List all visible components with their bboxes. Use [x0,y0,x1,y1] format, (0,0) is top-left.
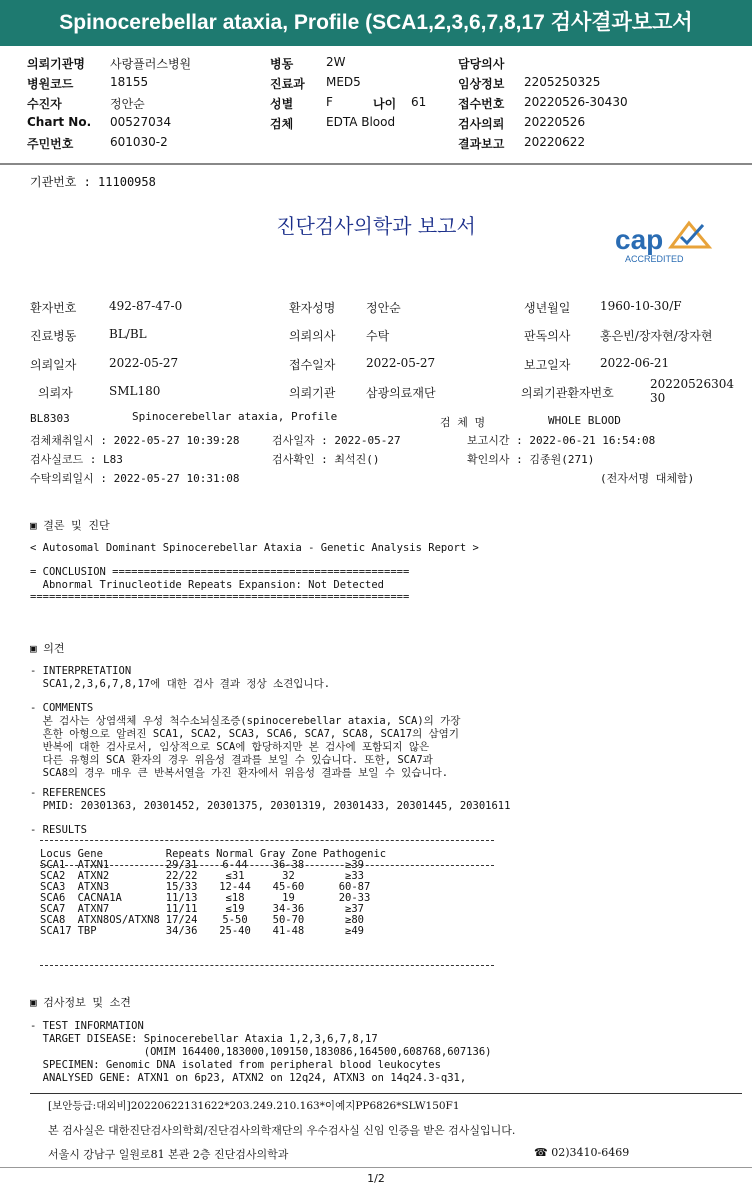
results-cell: ≥37 [345,903,364,915]
header-label: 나이 [373,97,397,111]
results-cell: SCA17 [40,925,72,937]
opinion-heading: ▣ 의견 [30,642,65,655]
results-cell: 34/36 [165,925,198,937]
results-cell: SCA3 [40,881,66,893]
results-cell: 12-44 [219,881,251,893]
patient-label: 환자성명 [289,301,336,315]
page-number: 1/2 [367,1172,385,1185]
patient-value: 1960-10-30/F [600,299,682,313]
bottom-divider [0,1167,752,1168]
patient-value: 홍은빈/장자현/장자현 [600,329,713,343]
header-label: 병동 [270,57,294,71]
header-value: 2W [326,55,346,69]
results-cell: 17/24 [165,914,198,926]
header-label: 의뢰기관명 [27,57,85,71]
e-signature-note: (전자서명 대체함) [600,472,695,485]
results-col-header: Gray Zone [260,848,317,860]
patient-label: 생년월일 [524,301,571,315]
results-cell: SCA6 [40,892,66,904]
header-value: 00527034 [110,115,172,129]
patient-label: 의뢰기관환자번호 [521,386,614,400]
header-label: 검사의뢰 [458,117,505,131]
patient-label: 의뢰일자 [30,358,77,372]
results-cell: 11/11 [165,903,198,915]
results-cell: 50-70 [272,914,305,926]
results-cell: 32 [282,870,295,882]
confirming-doctor: 확인의사 : 김종원(271) [467,453,595,466]
patient-label: 의뢰기관 [289,386,336,400]
patient-label: 환자번호 [30,301,77,315]
results-cell: 5-50 [222,914,248,926]
patient-label: 의뢰자 [38,386,73,400]
results-cell: 15/33 [165,881,198,893]
header-value: 20220526-30430 [524,95,628,109]
phone-text: ☎ 02)3410-6469 [534,1146,630,1159]
results-cell: CACNA1A [77,892,122,904]
conclusion-heading: ▣ 결론 및 진단 [30,519,110,532]
header-info [0,55,752,155]
header-value: 601030-2 [110,135,168,149]
header-value: 61 [411,95,427,109]
header-label: 임상정보 [458,77,505,91]
patient-value: 2022-06-21 [600,356,670,370]
results-cell: 22/22 [165,870,198,882]
results-cell: SCA7 [40,903,66,915]
header-value: F [326,95,333,109]
results-cell: 19 [282,892,295,904]
header-value: EDTA Blood [326,115,396,129]
results-cell: ≤31 [225,870,245,882]
header-label: 주민번호 [27,137,74,151]
results-cell: 36-38 [272,859,305,871]
report-time: 보고시간 : 2022-06-21 16:54:08 [467,434,656,447]
collect-time: 검체채취일시 : 2022-05-27 10:39:28 [30,434,240,447]
header-value: 18155 [110,75,149,89]
patient-value: 삼광의료재단 [366,386,436,400]
conclusion-line: ============================================================ [30,591,410,603]
results-cell: ≥80 [345,914,364,926]
comments-heading: - COMMENTS [30,702,94,714]
request-time: 수탁의뢰일시 : 2022-05-27 10:31:08 [30,472,240,485]
header-label: Chart No. [27,115,92,129]
header-label: 성별 [270,97,294,111]
header-value: 20220526 [524,115,586,129]
test-info-heading: ▣ 검사정보 및 소견 [30,996,131,1009]
interpretation-text: SCA1,2,3,6,7,8,17에 대한 검사 결과 정상 소견입니다. [30,678,331,690]
header-label: 수진자 [27,97,62,111]
results-cell: 25-40 [219,925,251,937]
patient-value: SML180 [109,384,161,398]
results-cell: 45-60 [272,881,305,893]
header-label: 담당의사 [458,57,505,71]
header-value: 사랑플러스병원 [110,57,192,71]
address-text: 서울시 강남구 일원로81 본관 2층 진단검사의학과 [48,1148,289,1161]
specimen-label: 검 체 명 [440,416,486,429]
results-cell: 6-44 [222,859,248,871]
results-cell: ATXN2 [77,870,110,882]
conclusion-line: = CONCLUSION =============================================== [30,566,410,578]
patient-label: 진료병동 [30,329,77,343]
patient-value: BL/BL [109,327,147,341]
header-label: 접수번호 [458,97,505,111]
patient-label: 의뢰의사 [289,329,336,343]
test-verifier: 검사확인 : 최석진() [272,453,380,466]
patient-label: 보고일자 [524,358,571,372]
header-label: 병원코드 [27,77,74,91]
header-value: 20220622 [524,135,586,149]
results-rule [40,840,494,841]
institution-number: 기관번호 : 11100958 [30,175,156,189]
references-text: PMID: 20301363, 20301452, 20301375, 20301319, 20301433, 20301445, 20301611 [30,800,511,812]
lab-code: 검사실코드 : L83 [30,453,123,466]
header-label: 결과보고 [458,137,505,151]
results-rule [40,965,494,966]
results-col-header: Repeats [165,848,211,860]
patient-label: 판독의사 [524,329,571,343]
results-cell: ≤18 [225,892,245,904]
header-divider [0,163,752,165]
header-label: 진료과 [270,77,305,91]
comments-text: 본 검사는 상염색체 우성 척수소뇌실조증(spinocerebellar ataxia, SCA)의 가장 흔한 아형으로 알려진 SCA1, SCA2, SCA3, SCA6, SCA7, SCA8, SCA17의 삼염기 반복에 대한 검사로서, 임상적으로 SCA에 합당하지만 본 검사에 포함되지 않은 다른 유형의 SCA 환자의 경우 위음성 결과를 보일 수 있습니다. 또한, SCA7과 SCA8의 경우 매우 큰 반복서열을 가진 환자에서 위음성 결과를 보일 수 있습니다. [42,715,461,779]
cap-logo-text: cap [615,224,664,255]
results-cell: ATXN8OS/ATXN8 [77,914,160,926]
results-cell: ≥39 [345,859,364,871]
results-cell: 41-48 [272,925,305,937]
test-date: 검사일자 : 2022-05-27 [272,434,401,447]
references-heading: - REFERENCES [30,787,106,799]
patient-value: 정안순 [366,301,401,315]
security-line: [보안등급:대외비]20220622131622*203.249.210.163*이예지PP6826*SLW150F1 [48,1100,460,1112]
patient-label: 접수일자 [289,358,336,372]
results-cell: SCA1 [40,859,66,871]
results-cell: 34-36 [272,903,305,915]
test-name: Spinocerebellar ataxia, Profile [132,410,338,423]
results-cell: 29/31 [165,859,198,871]
report-title: 진단검사의학과 보고서 [276,214,476,238]
header-value: MED5 [326,75,361,89]
results-cell: ≥33 [345,870,364,882]
conclusion-text: Abnormal Trinucleotide Repeats Expansion: Not Detected [30,579,385,591]
results-rule [40,865,494,866]
results-col-header: Gene [77,848,103,860]
specimen-value: WHOLE BLOOD [548,414,621,427]
test-code: BL8303 [30,412,70,425]
results-cell: ≤19 [225,903,245,915]
cap-logo-sub: ACCREDITED [625,254,684,264]
patient-value: 수탁 [366,329,390,343]
results-cell: SCA8 [40,914,66,926]
results-cell: SCA2 [40,870,66,882]
results-cell: 20-33 [338,892,371,904]
results-col-header: Locus [40,848,72,860]
results-cell: ≥49 [345,925,364,937]
patient-value: 2022052630430 [650,377,734,405]
interpretation-heading: - INTERPRETATION [30,665,132,677]
header-value: 2205250325 [524,75,601,89]
results-cell: 11/13 [165,892,198,904]
results-cell: TBP [77,925,97,937]
cap-accredited-logo [613,217,713,265]
patient-value: 492-87-47-0 [109,299,183,313]
test-info-text: - TEST INFORMATION TARGET DISEASE: Spinocerebellar Ataxia 1,2,3,6,7,8,17 (OMIM 164400,183000,109150,183086,164500,608768,607136) SPECIMEN: Genomic DNA isolated from peripheral blood leukocytes ANALYSED GENE: ATXN1 on 6p23, ATXN2 on 12q24, ATXN3 on 14q24.3-q31, [30,1020,492,1084]
patient-value: 2022-05-27 [366,356,436,370]
table-row [40,926,392,937]
results-table [40,849,392,937]
results-cell: ATXN3 [77,881,110,893]
results-heading: - RESULTS [30,824,87,836]
results-cell: 60-87 [338,881,371,893]
header-label: 검체 [270,117,294,131]
patient-value: 2022-05-27 [109,356,179,370]
results-col-header: Normal [216,848,254,860]
certification-text: 본 검사실은 대한진단검사의학회/진단검사의학재단의 우수검사실 신임 인증을 받은 검사실입니다. [48,1124,516,1137]
conclusion-title: < Autosomal Dominant Spinocerebellar Ataxia - Genetic Analysis Report > [30,542,479,554]
header-value: 정안순 [110,97,145,111]
results-cell: ATXN7 [77,903,110,915]
report-banner: Spinocerebellar ataxia, Profile (SCA1,2,3,6,7,8,17 검사결과보고서 [0,0,752,46]
results-col-header: Pathogenic [322,848,387,860]
results-cell: ATXN1 [77,859,110,871]
